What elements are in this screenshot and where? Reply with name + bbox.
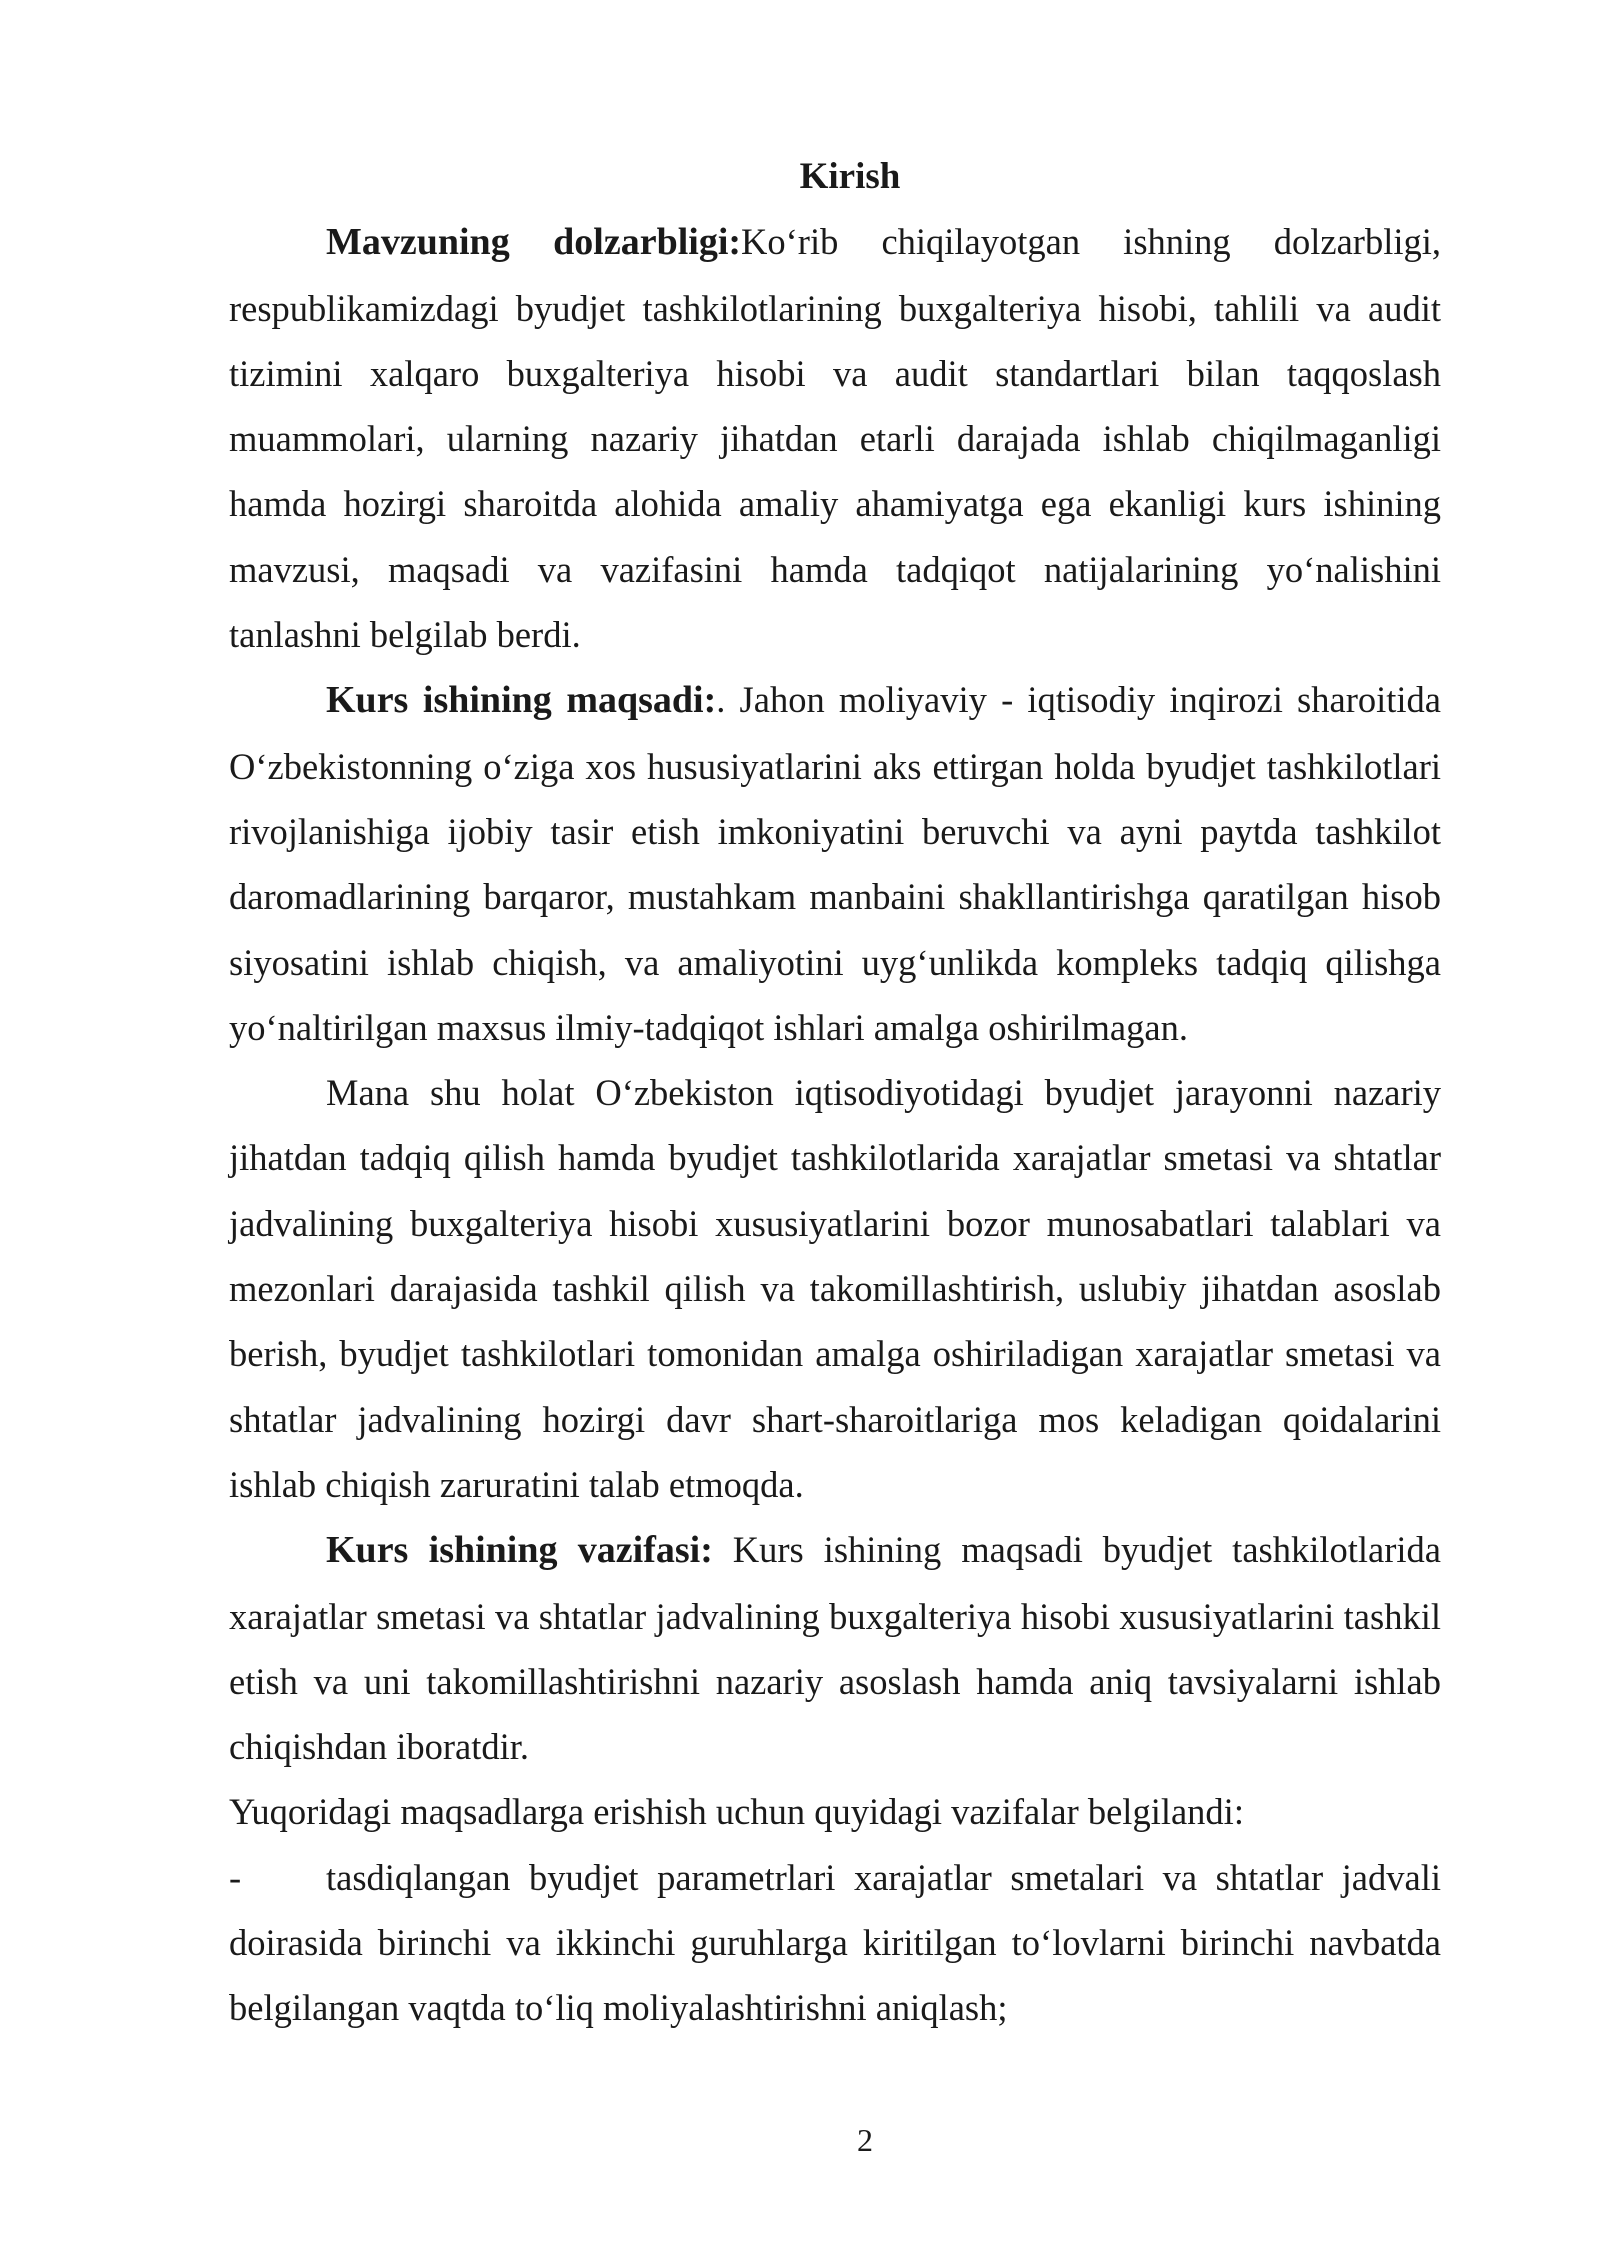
tasks-label: Kurs ishining vazifasi: [326, 1529, 713, 1572]
goal-text: . Jahon moliyaviy - iqtisodiy inqirozi sharoitida O‘zbekistonning o‘ziga xos hususiyatlarini aks ettirgan holda byudjet tashkilotlari rivojlanishiga ijobiy tasir etish imkoniyatini beruvchi va ayni paytda tashkilot daromadlarining barqaror, mustahkam manbaini shakllantirishga qaratilgan hisob siyosatini ishlab chiqish, va amaliyotini uyg‘unlikda kompleks tadqiq qilishga yo‘naltirilgan maxsus ilmiy-tadqiqot ishlari amalga oshirilmagan. [229, 679, 1441, 1048]
tasks-intro-line: Yuqoridagi maqsadlarga erishish uchun quyidagi vazifalar belgilandi: [229, 1791, 1244, 1833]
tasks-paragraph [229, 1517, 1441, 1779]
page-title: Kirish [799, 156, 901, 197]
relevance-text: Ko‘rib chiqilayotgan ishning dolzarbligi, respublikamizdagi byudjet tashkilotlarining buxgalteriya hisobi, tahlili va audit tizimini xalqaro buxgalteriya hisobi va audit standartlari bilan taqqoslash muammolari, ularning nazariy jihatdan etarli darajada ishlab chiqilmaganligi hamda hozirgi sharoitda alohida amaliy ahamiyatga ega ekanligi kurs ishining mavzusi, maqsadi va vazifasini hamda tadqiqot natijalarining yo‘nalishini tanlashni belgilab berdi. [229, 221, 1441, 656]
goal-label: Kurs ishining maqsadi: [326, 679, 717, 722]
goal-paragraph [229, 667, 1441, 1060]
document-body [229, 144, 1441, 2041]
relevance-paragraph [229, 209, 1441, 667]
situation-paragraph: Mana shu holat O‘zbekiston iqtisodiyotidagi byudjet jarayonni nazariy jihatdan tadqiq qilish hamda byudjet tashkilotlarida xarajatlar smetasi va shtatlar jadvalining buxgalteriya hisobi xususiyatlarini bozor munosabatlari talablari va mezonlari darajasida tashkil qilish va takomillashtirish, uslubiy jihatdan asoslab berish, byudjet tashkilotlari tomonidan amalga oshiriladigan xarajatlar smetasi va shtatlar jadvalining hozirgi davr shart-sharoitlariga mos keladigan qoidalarini ishlab chiqish zaruratini talab etmoqda. [229, 1072, 1441, 1505]
list-item-marker: - [229, 1856, 242, 1898]
list-item-text: tasdiqlangan byudjet parametrlari xarajatlar smetalari va shtatlar jadvali doirasida birinchi va ikkinchi guruhlarga kiritilgan to‘lovlarni birinchi navbatda belgilangan vaqtda to‘liq moliyalashtirishni aniqlash; [229, 1856, 1441, 2029]
page-number: 2 [857, 2122, 873, 2158]
relevance-label: Mavzuning dolzarbligi: [326, 221, 742, 264]
list-item [229, 1845, 1441, 2041]
tasks-text: Kurs ishining maqsadi byudjet tashkilotlarida xarajatlar smetasi va shtatlar jadvalining buxgalteriya hisobi xususiyatlarini tashkil etish va uni takomillashtirishni nazariy asoslash hamda aniq tavsiyalarni ishlab chiqishdan iboratdir. [229, 1529, 1441, 1768]
